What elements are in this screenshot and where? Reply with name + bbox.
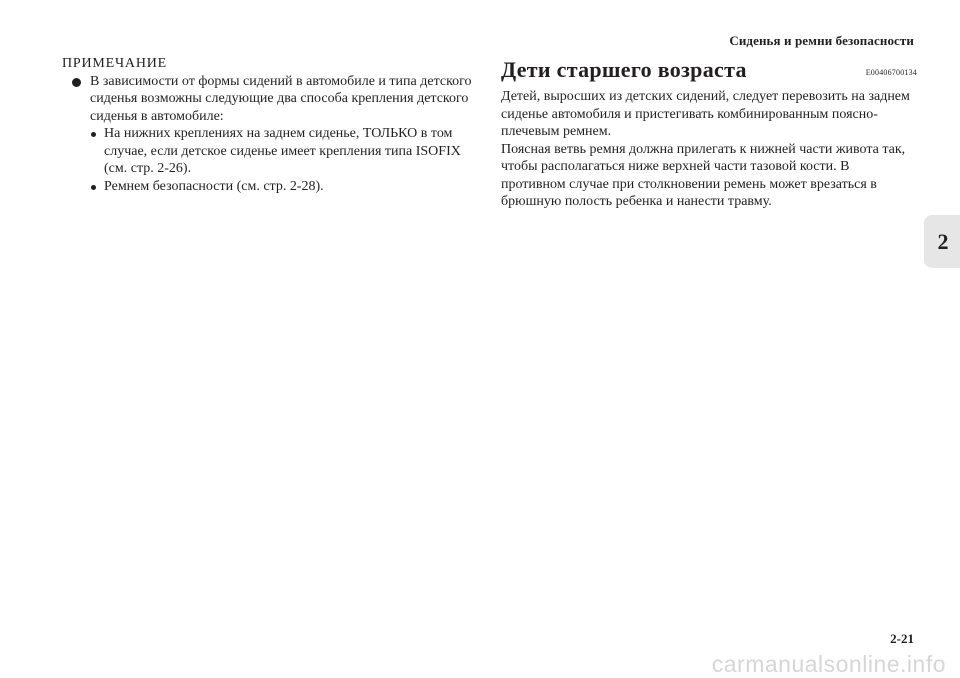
note-sub-item-text: На нижних креплениях на заднем сиденье, ТОЛЬКО в том случае, если детское сиденье имеет крепления типа ISOFIX (см. стр. 2-26). [104, 126, 461, 176]
chapter-tab [924, 215, 960, 268]
bullet-dot-icon [91, 185, 96, 190]
watermark: carmanualsonline.info [711, 651, 946, 677]
section-paragraph: Поясная ветвь ремня должна прилегать к нижней части живота так, чтобы располагаться ниже верхней части тазовой кости. В противном случае при столкновении ремень может врезаться в брюшную полость ребенка и нанести травму. [501, 141, 906, 209]
bullet-dot-icon [91, 132, 96, 137]
running-header: Сиденья и ремни безопасности [729, 33, 914, 48]
section-code: E00406700134 [865, 67, 917, 77]
note-bullet-text: В зависимости от формы сидений в автомобиле и типа детского сиденья возможны следующие два способа крепления детского сиденья в автомобиле: [90, 73, 472, 124]
page-number: 2-21 [890, 631, 914, 646]
note-sub-item [62, 125, 482, 178]
section-heading [501, 56, 917, 84]
section-title: Дети старшего возраста [501, 57, 747, 82]
note-sub-list [62, 125, 482, 195]
note-block [62, 55, 482, 195]
section-paragraph: Детей, выросших из детских сидений, следует перевозить на заднем сиденье автомобиля и пристегивать комбинированным поясно-плечевым ремнем. [501, 89, 910, 139]
section-block [501, 56, 917, 211]
note-title: ПРИМЕЧАНИЕ [62, 56, 167, 71]
note-sub-item-text: Ремнем безопасности (см. стр. 2-28). [104, 178, 324, 194]
note-sub-item [62, 178, 482, 196]
chapter-number: 2 [937, 228, 949, 254]
bullet-dot-icon [72, 78, 81, 87]
note-bullet [62, 73, 482, 126]
